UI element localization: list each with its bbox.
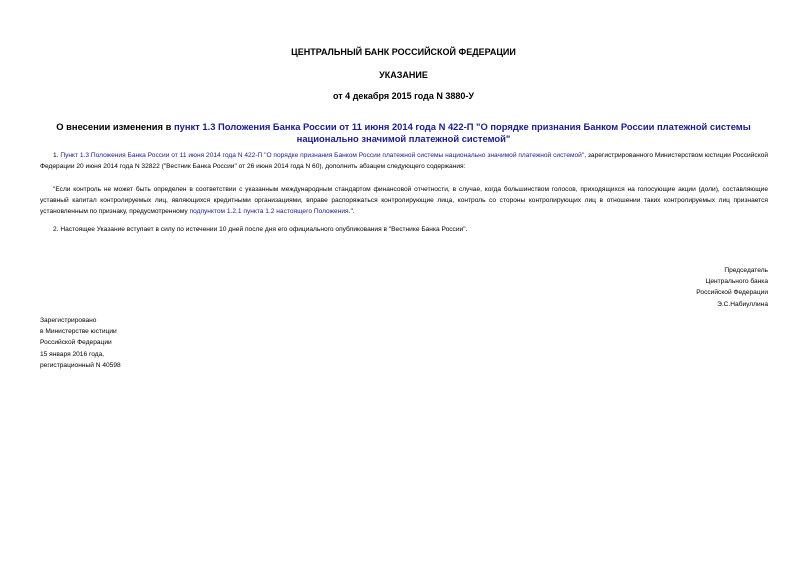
paragraph-2-text: "Если контроль не может быть определен в соответствии с указанным международным стандартом финансовой отчетности, в случае, когда большинством голосов, приходящихся на голосующие акции (доли), составляющие уставный капитал контролируемых лиц, являющихся кредитными организациями, вправе распоряжаться контролирующие лица, контроль со стороны контролирующих лиц в отношении таких контролируемых лиц признается установленным по признаку, предусмотренному [40,186,768,216]
title-prefix: О внесении изменения в [56,121,174,132]
issuer-heading: ЦЕНТРАЛЬНЫЙ БАНК РОССИЙСКОЙ ФЕДЕРАЦИИ [291,47,516,57]
title-link[interactable]: пункт 1.3 Положения Банка России от 11 июня 2014 года N 422-П "О порядке признания Банком России платежной системы национально значимой платежной системой" [173,121,751,144]
paragraph-1-link[interactable]: Пункт 1.3 Положения Банка России от 11 июня 2014 года N 422-П "О порядке признания Банком России платежной системы национально значимой платежной системой" [60,152,585,159]
signatory-name: Э.С.Набиуллина [717,300,768,308]
registration-block [40,315,121,371]
signature-line: Российской Федерации [696,289,768,297]
paragraph-2-suffix: .". [348,208,355,216]
registration-line: Зарегистрировано [40,317,97,324]
registration-date: 15 января 2016 года, [40,350,105,358]
signature-block [696,265,768,310]
document-type-heading: УКАЗАНИЕ [379,70,428,80]
signature-line: Председатель [724,267,768,274]
paragraph-1-prefix: 1. [53,152,61,159]
paragraph-1-suffix: , зарегистрированного Министерством юстиции Российской Федерации 20 июня 2014 года N 32822 ("Вестник Банка России" от 26 июня 2014 года N 60), дополнить абзацем следующего содержания: [40,152,768,171]
paragraph-1 [40,150,768,172]
registration-number: регистрационный N 40598 [40,361,121,369]
document-date-heading: от 4 декабря 2015 года N 3880-У [333,91,474,101]
signature-line: Центрального банка [705,278,768,286]
document-title [40,121,767,145]
paragraph-3: 2. Настоящее Указание вступает в силу по истечении 10 дней после дня его официального опубликования в "Вестнике Банка России". [53,226,468,233]
paragraph-2 [40,184,768,218]
paragraph-2-link[interactable]: подпунктом 1.2.1 пункта 1.2 настоящего Положения [189,208,349,216]
registration-line: Российской Федерации [40,339,112,347]
registration-line: в Министерстве юстиции [40,328,117,336]
